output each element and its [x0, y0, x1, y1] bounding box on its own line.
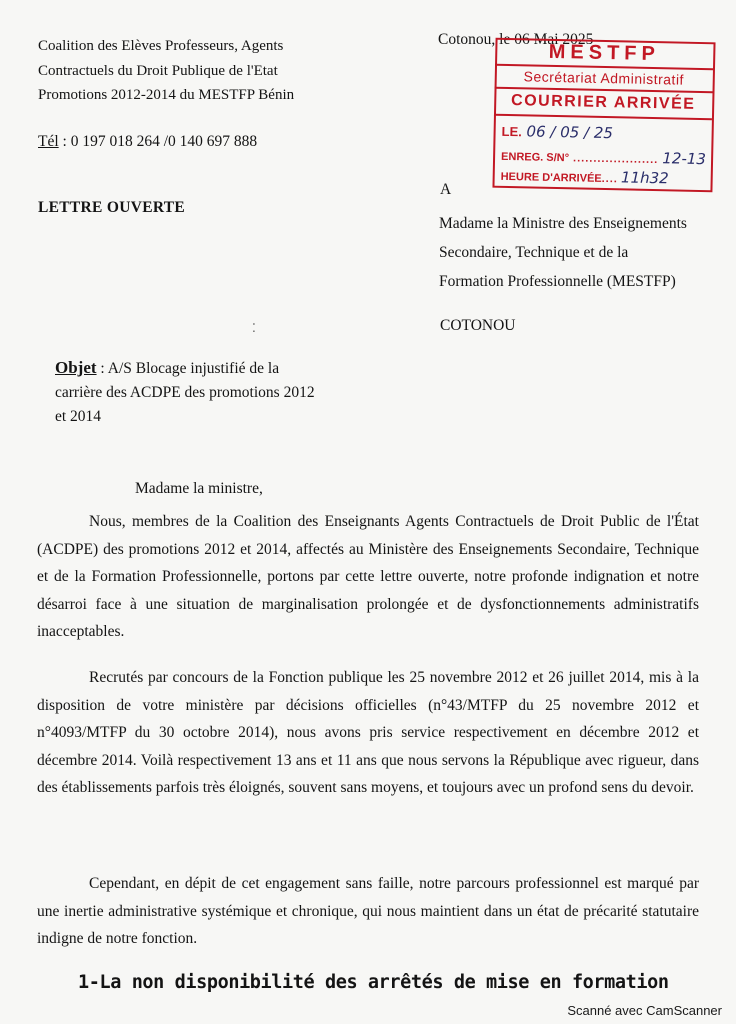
stamp-date-label: LE	[501, 123, 519, 140]
sender-block	[38, 34, 338, 108]
body-paragraph: Cependant, en dépit de cet engagement sans faille, notre parcours professionnel est marqué par une inertie administrative systémique et chronique, qui nous maintient dans un état de précarité statutaire indigne de notre fonction.	[37, 875, 699, 947]
sender-line: Promotions 2012-2014 du MESTFP Bénin	[38, 87, 295, 103]
stamp-org: MESTFP	[495, 38, 714, 71]
reception-stamp	[492, 38, 715, 193]
stamp-time-value: 11h32	[620, 168, 669, 188]
sender-phone	[38, 133, 257, 151]
date-line: Cotonou, le 06 Mai 2025	[438, 31, 594, 48]
subject-text: : A/S Blocage injustifié de la carrière des ACDPE des promotions 2012 et 2014	[55, 360, 315, 425]
stamp-title: COURRIER ARRIVÉE	[494, 88, 713, 121]
recipient-line: Madame la Ministre des Enseignements	[439, 215, 687, 232]
stamp-office: Secrétariat Administratif	[495, 65, 713, 94]
section-heading: 1-La non disponibilité des arrêtés de mise en formation	[78, 972, 669, 993]
stamp-date-value: 06 / 05 / 25	[526, 122, 614, 143]
recipient-city: COTONOU	[440, 317, 516, 334]
subject-label: Objet	[55, 358, 97, 377]
stamp-time-label: HEURE D'ARRIVÉE	[500, 170, 602, 185]
phone-numbers: : 0 197 018 264 /0 140 697 888	[58, 133, 258, 150]
body-paragraph: Recrutés par concours de la Fonction publique les 25 novembre 2012 et 26 juillet 2014, mis à la disposition de votre ministère par décisions officielles (n°43/MTFP du 25 novembre 2012 et n°4093/MTFP du 30 octobre 2014), nous avons pris service respectivement en décembre 2012 et décembre 2014. Voilà respectivement 13 ans et 11 ans que nous servons la République avec rigueur, dans des établissements parfois très éloignés, souvent sans moyens, et toujours avec un profond sens du devoir.	[37, 669, 699, 796]
salutation: Madame la ministre,	[135, 480, 263, 497]
body-paragraph: Nous, membres de la Coalition des Enseignants Agents Contractuels de Droit Public de l'État (ACDPE) des promotions 2012 et 2014, affectés au Ministère des Enseignements Secondaire, Technique et de la Formation Professionnelle, portons par cette lettre ouverte, notre profonde indignation et notre désarroi face à une situation de marginalisation prolongée et de dysfonctionnements administratifs inacceptables.	[37, 513, 699, 640]
recipient-block	[439, 209, 734, 296]
subject-block	[55, 356, 325, 429]
ink-smudge: ⁚	[252, 321, 256, 335]
letter-type-heading: LETTRE OUVERTE	[38, 199, 186, 216]
stamp-reg-value: 12-13	[662, 149, 707, 169]
stamp-reg-label: ENREG. S/N°	[500, 150, 570, 165]
recipient-prefix: A	[440, 181, 452, 198]
scanner-watermark: Scanné avec CamScanner	[567, 1003, 722, 1018]
stamp-date-field: LE. 06 / 05 / 25	[501, 122, 614, 143]
sender-line: Contractuels du Droit Publique de l'Etat	[38, 62, 278, 79]
stamp-reg-field: ENREG. S/N° ..................... 12-13	[500, 149, 707, 169]
recipient-line: Formation Professionnelle (MESTFP)	[439, 273, 676, 290]
stamp-time-field: HEURE D'ARRIVÉE.... 11h32	[500, 168, 669, 188]
phone-label: Tél	[38, 133, 59, 150]
sender-line: Coalition des Elèves Professeurs, Agents	[38, 38, 284, 54]
recipient-line: Secondaire, Technique et de la	[439, 244, 629, 261]
